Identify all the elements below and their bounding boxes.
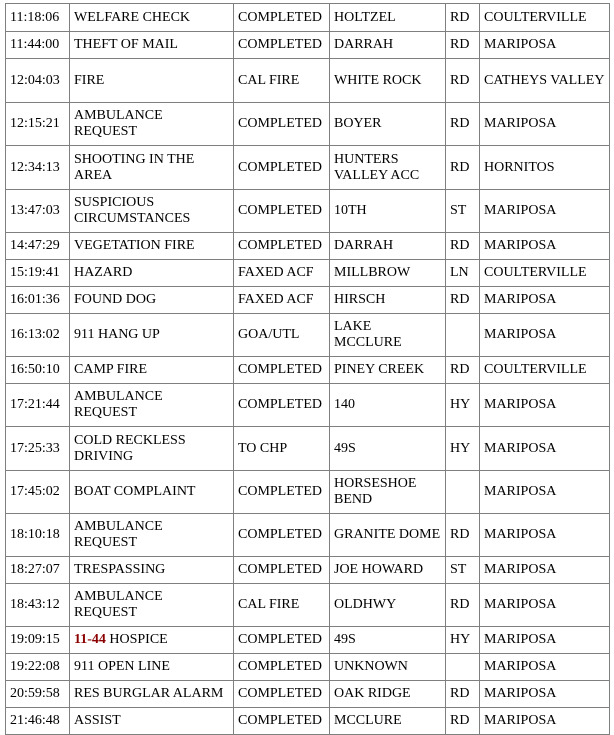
time-cell: 16:50:10 [6, 357, 70, 384]
city-cell: MARIPOSA [480, 627, 610, 654]
table-row [6, 384, 610, 427]
disposition-cell: COMPLETED [234, 384, 330, 427]
disposition-cell: COMPLETED [234, 103, 330, 146]
time-cell: 12:15:21 [6, 103, 70, 146]
street-cell: LAKE MCCLURE [330, 314, 446, 357]
city-cell: MARIPOSA [480, 681, 610, 708]
street-suffix-cell: RD [446, 681, 480, 708]
disposition-cell: COMPLETED [234, 708, 330, 735]
street-suffix-cell [446, 471, 480, 514]
disposition-cell: COMPLETED [234, 357, 330, 384]
street-cell: 140 [330, 384, 446, 427]
street-cell: 49S [330, 627, 446, 654]
disposition-cell: COMPLETED [234, 654, 330, 681]
incident-text: HOSPICE [109, 632, 168, 647]
incident-cell: BOAT COMPLAINT [70, 471, 234, 514]
incident-cell: AMBULANCE REQUEST [70, 514, 234, 557]
disposition-cell: TO CHP [234, 427, 330, 471]
incident-cell: THEFT OF MAIL [70, 32, 234, 59]
city-cell: MARIPOSA [480, 384, 610, 427]
city-cell: COULTERVILLE [480, 357, 610, 384]
time-cell: 21:46:48 [6, 708, 70, 735]
city-cell: MARIPOSA [480, 190, 610, 233]
table-row [6, 471, 610, 514]
street-suffix-cell: RD [446, 357, 480, 384]
time-cell: 17:21:44 [6, 384, 70, 427]
city-cell: MARIPOSA [480, 514, 610, 557]
disposition-cell: FAXED ACF [234, 260, 330, 287]
street-suffix-cell: RD [446, 287, 480, 314]
incident-cell: 911 HANG UP [70, 314, 234, 357]
street-suffix-cell: RD [446, 708, 480, 735]
table-row [6, 654, 610, 681]
disposition-cell: COMPLETED [234, 681, 330, 708]
incident-cell: VEGETATION FIRE [70, 233, 234, 260]
disposition-cell: COMPLETED [234, 32, 330, 59]
table-row [6, 32, 610, 59]
city-cell: COULTERVILLE [480, 260, 610, 287]
street-cell: JOE HOWARD [330, 557, 446, 584]
incident-cell: CAMP FIRE [70, 357, 234, 384]
table-row [6, 357, 610, 384]
incident-code: 11-44 [74, 632, 106, 647]
incident-cell: SHOOTING IN THE AREA [70, 146, 234, 190]
disposition-cell: COMPLETED [234, 627, 330, 654]
time-cell: 12:34:13 [6, 146, 70, 190]
city-cell: MARIPOSA [480, 427, 610, 471]
city-cell: MARIPOSA [480, 103, 610, 146]
city-cell: HORNITOS [480, 146, 610, 190]
table-row [6, 233, 610, 260]
table-row [6, 287, 610, 314]
street-cell: UNKNOWN [330, 654, 446, 681]
time-cell: 12:04:03 [6, 59, 70, 103]
time-cell: 13:47:03 [6, 190, 70, 233]
disposition-cell: COMPLETED [234, 514, 330, 557]
table-row [6, 708, 610, 735]
city-cell: MARIPOSA [480, 654, 610, 681]
incident-cell: COLD RECKLESS DRIVING [70, 427, 234, 471]
disposition-cell: CAL FIRE [234, 59, 330, 103]
street-cell: BOYER [330, 103, 446, 146]
table-row [6, 584, 610, 627]
street-cell: HUNTERS VALLEY ACC [330, 146, 446, 190]
street-suffix-cell: RD [446, 514, 480, 557]
time-cell: 20:59:58 [6, 681, 70, 708]
street-cell: DARRAH [330, 233, 446, 260]
disposition-cell: COMPLETED [234, 146, 330, 190]
street-suffix-cell [446, 314, 480, 357]
street-cell: GRANITE DOME [330, 514, 446, 557]
time-cell: 14:47:29 [6, 233, 70, 260]
time-cell: 16:13:02 [6, 314, 70, 357]
incident-cell: AMBULANCE REQUEST [70, 584, 234, 627]
table-row [6, 103, 610, 146]
street-suffix-cell: LN [446, 260, 480, 287]
time-cell: 11:44:00 [6, 32, 70, 59]
table-row [6, 146, 610, 190]
disposition-cell: FAXED ACF [234, 287, 330, 314]
street-suffix-cell: RD [446, 103, 480, 146]
disposition-cell: GOA/UTL [234, 314, 330, 357]
incident-cell: FOUND DOG [70, 287, 234, 314]
table-row [6, 190, 610, 233]
call-log-table [5, 3, 610, 735]
table-row [6, 557, 610, 584]
city-cell: MARIPOSA [480, 471, 610, 514]
disposition-cell: COMPLETED [234, 4, 330, 32]
incident-cell: RES BURGLAR ALARM [70, 681, 234, 708]
time-cell: 18:10:18 [6, 514, 70, 557]
street-cell: OLDHWY [330, 584, 446, 627]
incident-cell: AMBULANCE REQUEST [70, 103, 234, 146]
city-cell: MARIPOSA [480, 287, 610, 314]
city-cell: COULTERVILLE [480, 4, 610, 32]
incident-cell: TRESPASSING [70, 557, 234, 584]
incident-cell: WELFARE CHECK [70, 4, 234, 32]
street-suffix-cell: RD [446, 584, 480, 627]
street-suffix-cell: RD [446, 32, 480, 59]
street-suffix-cell: RD [446, 59, 480, 103]
street-suffix-cell: RD [446, 146, 480, 190]
street-cell: HORSESHOE BEND [330, 471, 446, 514]
street-cell: OAK RIDGE [330, 681, 446, 708]
table-row [6, 59, 610, 103]
street-suffix-cell: HY [446, 384, 480, 427]
time-cell: 18:27:07 [6, 557, 70, 584]
street-cell: HOLTZEL [330, 4, 446, 32]
incident-cell: ASSIST [70, 708, 234, 735]
street-cell: MCCLURE [330, 708, 446, 735]
city-cell: MARIPOSA [480, 32, 610, 59]
table-row [6, 4, 610, 32]
time-cell: 18:43:12 [6, 584, 70, 627]
street-suffix-cell: HY [446, 627, 480, 654]
incident-cell: 911 OPEN LINE [70, 654, 234, 681]
incident-cell: HAZARD [70, 260, 234, 287]
time-cell: 11:18:06 [6, 4, 70, 32]
disposition-cell: COMPLETED [234, 233, 330, 260]
time-cell: 19:22:08 [6, 654, 70, 681]
street-suffix-cell: RD [446, 4, 480, 32]
disposition-cell: COMPLETED [234, 190, 330, 233]
time-cell: 17:45:02 [6, 471, 70, 514]
city-cell: MARIPOSA [480, 584, 610, 627]
city-cell: MARIPOSA [480, 233, 610, 260]
time-cell: 16:01:36 [6, 287, 70, 314]
incident-cell: AMBULANCE REQUEST [70, 384, 234, 427]
time-cell: 19:09:15 [6, 627, 70, 654]
street-cell: 49S [330, 427, 446, 471]
city-cell: MARIPOSA [480, 314, 610, 357]
table-row [6, 260, 610, 287]
street-cell: HIRSCH [330, 287, 446, 314]
disposition-cell: COMPLETED [234, 557, 330, 584]
street-suffix-cell: RD [446, 233, 480, 260]
incident-cell: FIRE [70, 59, 234, 103]
incident-cell [70, 627, 234, 654]
call-log-body [6, 4, 610, 735]
city-cell: MARIPOSA [480, 557, 610, 584]
disposition-cell: CAL FIRE [234, 584, 330, 627]
street-cell: MILLBROW [330, 260, 446, 287]
table-row [6, 681, 610, 708]
incident-cell: SUSPICIOUS CIRCUMSTANCES [70, 190, 234, 233]
city-cell: MARIPOSA [480, 708, 610, 735]
street-suffix-cell [446, 654, 480, 681]
table-row [6, 427, 610, 471]
time-cell: 17:25:33 [6, 427, 70, 471]
street-suffix-cell: ST [446, 557, 480, 584]
disposition-cell: COMPLETED [234, 471, 330, 514]
table-row [6, 314, 610, 357]
table-row [6, 627, 610, 654]
street-cell: WHITE ROCK [330, 59, 446, 103]
street-suffix-cell: ST [446, 190, 480, 233]
street-cell: 10TH [330, 190, 446, 233]
street-suffix-cell: HY [446, 427, 480, 471]
street-cell: DARRAH [330, 32, 446, 59]
city-cell: CATHEYS VALLEY [480, 59, 610, 103]
table-row [6, 514, 610, 557]
street-cell: PINEY CREEK [330, 357, 446, 384]
time-cell: 15:19:41 [6, 260, 70, 287]
